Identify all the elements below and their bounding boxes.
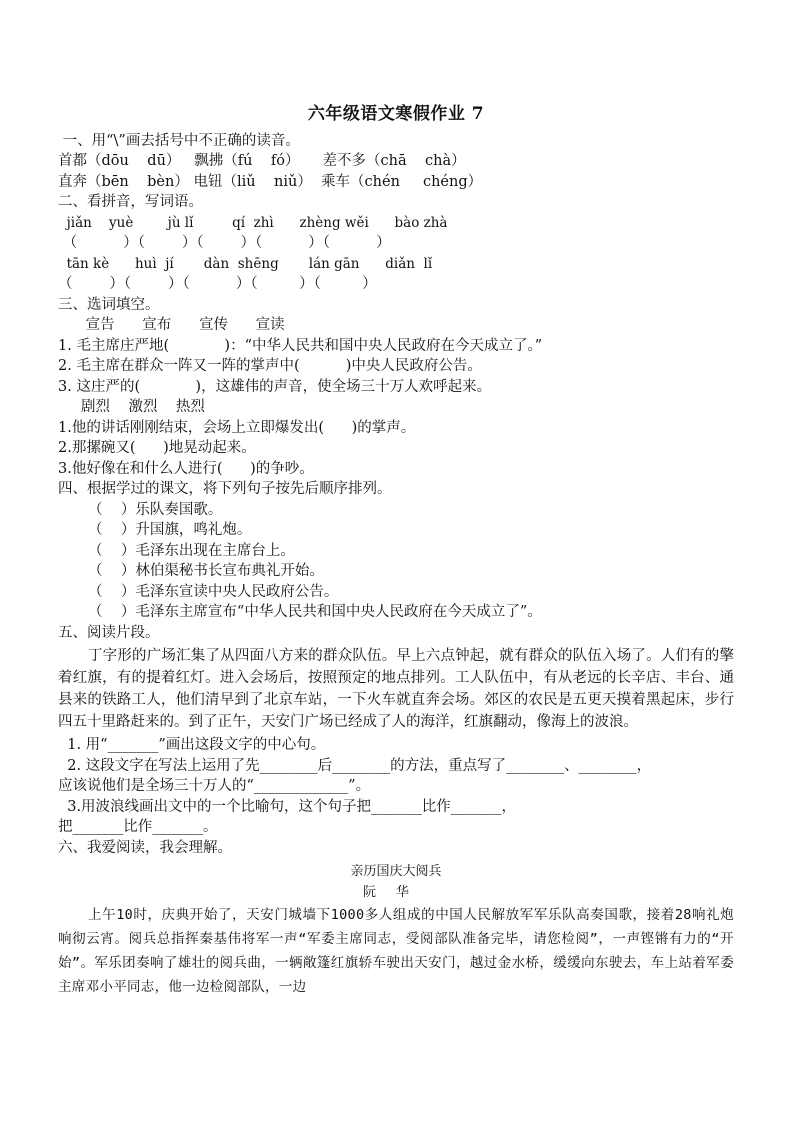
word-choices-2: 剧烈 激烈 热烈: [58, 399, 205, 415]
fill-question-1: 1. 毛主席庄严地( )：“中华人民共和国中央人民政府在今天成立了。”: [58, 337, 543, 354]
section-1-line-2: 直奔（bēn bèn） 电钮（liǔ niǔ） 乘车（chén chéng）: [58, 173, 483, 190]
section-1-line-1: 首都（dōu dū） 飘拂（fú fó） 差不多（chā chà）: [58, 153, 466, 169]
reading-question-1: 1. 用“_______”画出这段文字的中心句。: [58, 737, 326, 753]
reading-question-3b: 把_______比作_______。: [58, 819, 218, 835]
pinyin-row-2: tān kè huì jí dàn shēng lán gān diǎn lǐ: [58, 255, 433, 272]
word-choices-1: 宣告 宣布 宣传 宣读: [58, 317, 285, 333]
section-6-heading: 六、我爱阅读，我会理解。: [58, 839, 232, 856]
fill-question-2: 2. 毛主席在群众一阵又一阵的掌声中( )中央人民政府公告。: [58, 358, 482, 374]
order-item: （ ）毛泽东主席宣布“中华人民共和国中央人民政府在今天成立了”。: [88, 604, 542, 620]
order-item: （ ）毛泽东宣读中央人民政府公告。: [88, 583, 339, 600]
pinyin-row-1: jiǎn yuè jù lǐ qí zhì zhèng wěi bào zhà: [58, 214, 448, 231]
article-title: 亲历国庆大阅兵: [350, 864, 442, 879]
article-author: 阮华: [362, 884, 429, 900]
section-2-heading: 二、看拼音，写词语。: [58, 194, 203, 210]
answer-brackets-row-1: （ ）（ ）（ ）（ ）（ ）: [58, 235, 391, 251]
order-item: （ ）毛泽东出现在主席台上。: [88, 542, 295, 559]
page-title: 六年级语文寒假作业 7: [307, 104, 485, 124]
section-3-heading: 三、选词填空。: [58, 296, 160, 313]
fill-question-6: 3.他好像在和什么人进行( )的争吵。: [58, 460, 314, 477]
order-item: （ ）升国旗，鸣礼炮。: [88, 522, 252, 538]
section-5-heading: 五、阅读片段。: [58, 624, 160, 641]
answer-brackets-row-2: （ ）（ ）（ ）（ ）（ ）: [58, 276, 377, 292]
fill-question-4: 1.他的讲话刚刚结束，会场上立即爆发出( )的掌声。: [58, 419, 416, 436]
reading-passage-1: 丁字形的广场汇集了从四面八方来的群众队伍。早上六点钟起，就有群众的队伍入场了。人们有的擎着红旗，有的提着红灯。进入会场后，按照预定的地点排列。工人队伍中，有从老远的长辛店、丰台、通县来的铁路工人，他们清早到了北京车站，一下火车就直奔会场。郊区的农民是五更天摸着黑起床，步行四五十里路赶来的。到了正午，天安门广场已经成了人的海洋，红旗翻动，像海上的波浪。: [58, 648, 734, 730]
section-4-heading: 四、根据学过的课文，将下列句子按先后顺序排列。: [58, 481, 392, 497]
reading-passage-2: 上午10时，庆典开始了，天安门城墙下1000多人组成的中国人民解放军军乐队高奏国歌，接着28响礼炮响彻云宵。阅兵总指挥秦基伟将军一声“军委主席同志，受阅部队准备完毕，请您检阅”，一声铿锵有力的“开始”。军乐团奏响了雄壮的阅兵曲，一辆敞篷红旗轿车驶出天安门，越过金水桥，缓缓向东驶去，车上站着军委主席邓小平同志，他一边检阅部队，一边: [58, 907, 734, 995]
fill-question-5: 2.那摞碗又( )地晃动起来。: [58, 440, 256, 456]
section-1-heading: 一、用“\”画去括号中不正确的读音。: [58, 132, 300, 149]
order-item: （ ）林伯渠秘书长宣布典礼开始。: [88, 563, 324, 579]
fill-question-3: 3. 这庄严的( )，这雄伟的声音，使全场三十万人欢呼起来。: [58, 378, 492, 395]
reading-question-2a: 2. 这段文字在写法上运用了先________后________的方法，重点写了________、________，: [58, 757, 652, 774]
worksheet-page: [58, 104, 734, 999]
reading-question-2b: 应该说他们是全场三十万人的“_____________”。: [58, 778, 371, 794]
order-item: （ ）乐队奏国歌。: [88, 501, 223, 518]
reading-question-3a: 3.用波浪线画出文中的一个比喻句，这个句子把_______比作_______，: [58, 798, 517, 815]
